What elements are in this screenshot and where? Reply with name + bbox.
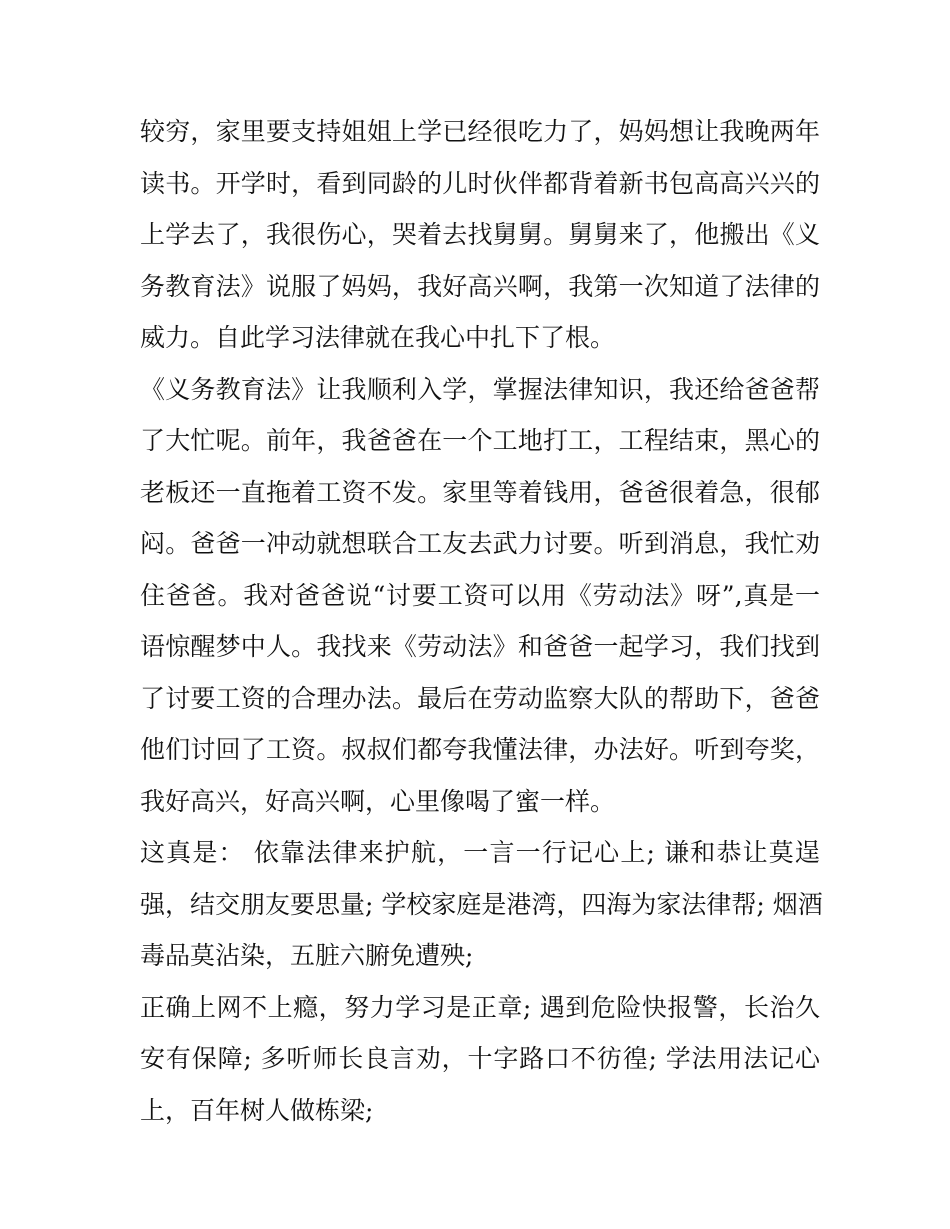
text-line: 了大忙呢。前年，我爸爸在一个工地打工，工程结束，黑心的 [140,426,820,455]
text-line: 《义务教育法》让我顺利入学，掌握法律知识，我还给爸爸帮 [140,374,820,404]
text-line: 老板还一直拖着工资不发。家里等着钱用，爸爸很着急，很郁 [140,477,820,507]
document-page [140,106,823,1136]
text-line: 了讨要工资的合理办法。最后在劳动监察大队的帮助下，爸爸 [140,683,820,713]
text-line: 较穷，家里要支持姐姐上学已经很吃力了，妈妈想让我晚两年 [140,117,820,146]
text-line: 住爸爸。我对爸爸说“讨要工资可以用《劳动法》呀”,真是一 [140,580,820,610]
text-line: 威力。自此学习法律就在我心中扎下了根。 [140,323,616,352]
text-line: 我好高兴，好高兴啊，心里像喝了蜜一样。 [140,786,616,816]
text-line: 安有保障; 多听师长良言劝，十字路口不彷徨; 学法用法记心 [140,1044,820,1073]
text-line: 语惊醒梦中人。我找来《劳动法》和爸爸一起学习，我们找到 [140,632,820,661]
text-line: 毒品莫沾染，五脏六腑免遭殃; [140,941,474,970]
text-line: 正确上网不上瘾，努力学习是正章; 遇到危险快报警，长治久 [140,992,820,1022]
text-line: 上学去了，我很伤心，哭着去找舅舅。舅舅来了，他搬出《义 [140,220,820,249]
text-line: 这真是： 依靠法律来护航，一言一行记心上; 谦和恭让莫逞 [140,838,820,867]
text-line: 强，结交朋友要思量; 学校家庭是港湾，四海为家法律帮; 烟酒 [140,889,823,919]
text-line: 闷。爸爸一冲动就想联合工友去武力讨要。听到消息，我忙劝 [140,529,820,558]
text-line: 读书。开学时，看到同龄的儿时伙伴都背着新书包高高兴兴的 [140,168,820,198]
text-line: 他们讨回了工资。叔叔们都夸我懂法律，办法好。听到夸奖， [140,735,820,764]
text-line: 务教育法》说服了妈妈，我好高兴啊，我第一次知道了法律的 [140,271,820,301]
text-line: 上，百年树人做栋梁; [140,1095,374,1125]
